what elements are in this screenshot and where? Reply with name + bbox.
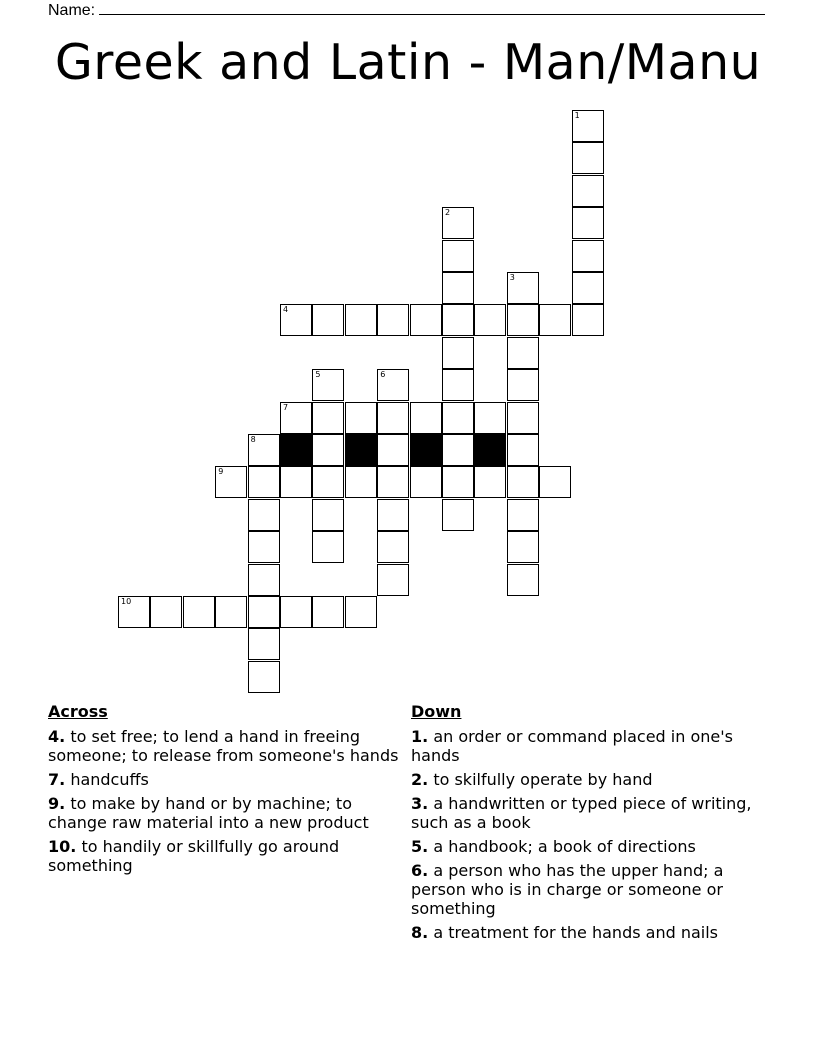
grid-black-cell	[345, 434, 377, 466]
page-title: Greek and Latin - Man/Manu	[54, 34, 762, 91]
grid-cell[interactable]	[410, 402, 442, 434]
grid-cell[interactable]	[312, 369, 344, 401]
grid-cell[interactable]	[377, 304, 409, 336]
down-clue-2: 2. to skilfully operate by hand	[411, 770, 653, 789]
grid-cell[interactable]	[248, 466, 280, 498]
grid-cell[interactable]	[345, 304, 377, 336]
grid-cell[interactable]	[345, 402, 377, 434]
grid-cell[interactable]	[410, 466, 442, 498]
grid-cell[interactable]	[507, 337, 539, 369]
across-clue-7: 7. handcuffs	[48, 770, 149, 789]
grid-cell[interactable]	[474, 466, 506, 498]
grid-cell[interactable]	[474, 304, 506, 336]
grid-cell[interactable]	[345, 466, 377, 498]
down-clue-6: 6. a person who has the upper hand; a person who is in charge or someone or something	[411, 861, 724, 918]
grid-cell[interactable]	[507, 466, 539, 498]
grid-cell[interactable]	[280, 402, 312, 434]
grid-cell[interactable]	[572, 272, 604, 304]
clue-number-9: 9	[218, 467, 224, 477]
clue-number-3: 3	[509, 273, 515, 282]
grid-cell[interactable]	[442, 402, 474, 434]
across-clue-10: 10. to handily or skillfully go around something	[48, 837, 340, 875]
grid-cell[interactable]	[312, 499, 344, 531]
across-clue-4: 4. to set free; to lend a hand in freeing someone; to release from someone's hands	[48, 727, 399, 765]
grid-cell[interactable]	[507, 369, 539, 401]
down-clue-5: 5. a handbook; a book of directions	[411, 837, 696, 856]
grid-cell[interactable]	[377, 434, 409, 466]
clue-number-4: 4	[283, 305, 289, 315]
grid-cell[interactable]	[377, 531, 409, 563]
grid-cell[interactable]	[377, 402, 409, 434]
grid-cell[interactable]	[312, 466, 344, 498]
grid-cell[interactable]	[248, 596, 280, 628]
grid-cell[interactable]	[474, 402, 506, 434]
grid-cell[interactable]	[183, 596, 215, 628]
down-clue-1: 1. an order or command placed in one's hands	[411, 727, 733, 765]
grid-cell[interactable]	[248, 531, 280, 563]
down-clues	[411, 702, 756, 947]
name-label: Name:	[48, 2, 96, 19]
grid-cell[interactable]	[442, 272, 474, 304]
grid-cell[interactable]	[507, 499, 539, 531]
grid-cell[interactable]	[539, 466, 571, 498]
grid-cell[interactable]	[572, 207, 604, 239]
clue-number-1: 1	[574, 111, 580, 120]
grid-cell[interactable]	[248, 661, 280, 693]
grid-cell[interactable]	[507, 531, 539, 563]
grid-cell[interactable]	[572, 304, 604, 336]
grid-cell[interactable]	[248, 499, 280, 531]
grid-cell[interactable]	[572, 240, 604, 272]
grid-cell[interactable]	[539, 304, 571, 336]
grid-cell[interactable]	[377, 466, 409, 498]
grid-black-cell	[410, 434, 442, 466]
down-clue-3: 3. a handwritten or typed piece of writing, such as a book	[411, 794, 752, 832]
grid-cell[interactable]	[312, 531, 344, 563]
grid-cell[interactable]	[442, 499, 474, 531]
grid-cell[interactable]	[442, 304, 474, 336]
grid-cell[interactable]	[507, 564, 539, 596]
grid-cell[interactable]	[572, 142, 604, 174]
grid-cell[interactable]	[312, 304, 344, 336]
clue-number-6: 6	[380, 370, 386, 380]
across-clue-9: 9. to make by hand or by machine; to change raw material into a new product	[48, 794, 369, 832]
grid-cell[interactable]	[248, 564, 280, 596]
grid-cell[interactable]	[377, 369, 409, 401]
grid-cell[interactable]	[442, 337, 474, 369]
grid-cell[interactable]	[312, 434, 344, 466]
across-clues	[48, 702, 408, 880]
clue-number-8: 8	[250, 435, 256, 444]
grid-cell[interactable]	[312, 402, 344, 434]
grid-cell[interactable]	[572, 175, 604, 207]
grid-cell[interactable]	[150, 596, 182, 628]
grid-cell[interactable]	[410, 304, 442, 336]
grid-cell[interactable]	[280, 304, 312, 336]
grid-cell[interactable]	[215, 596, 247, 628]
grid-cell[interactable]	[345, 596, 377, 628]
grid-cell[interactable]	[507, 402, 539, 434]
grid-cell[interactable]	[248, 434, 280, 466]
grid-black-cell	[280, 434, 312, 466]
grid-cell[interactable]	[442, 240, 474, 272]
clue-number-10: 10	[121, 597, 132, 606]
clue-number-5: 5	[315, 370, 321, 380]
grid-cell[interactable]	[507, 272, 539, 304]
across-heading: Across	[48, 702, 108, 721]
grid-cell[interactable]	[572, 110, 604, 142]
grid-cell[interactable]	[377, 499, 409, 531]
grid-cell[interactable]	[118, 596, 150, 628]
grid-cell[interactable]	[442, 207, 474, 239]
grid-cell[interactable]	[280, 466, 312, 498]
grid-black-cell	[474, 434, 506, 466]
clue-number-7: 7	[283, 402, 289, 412]
grid-cell[interactable]	[442, 466, 474, 498]
clue-number-2: 2	[445, 208, 451, 218]
grid-cell[interactable]	[215, 466, 247, 498]
grid-cell[interactable]	[442, 369, 474, 401]
down-heading: Down	[411, 702, 462, 721]
grid-cell[interactable]	[377, 564, 409, 596]
grid-cell[interactable]	[280, 596, 312, 628]
down-clue-8: 8. a treatment for the hands and nails	[411, 923, 719, 942]
grid-cell[interactable]	[507, 304, 539, 336]
grid-cell[interactable]	[442, 434, 474, 466]
grid-cell[interactable]	[507, 434, 539, 466]
grid-cell[interactable]	[312, 596, 344, 628]
grid-cell[interactable]	[248, 628, 280, 660]
